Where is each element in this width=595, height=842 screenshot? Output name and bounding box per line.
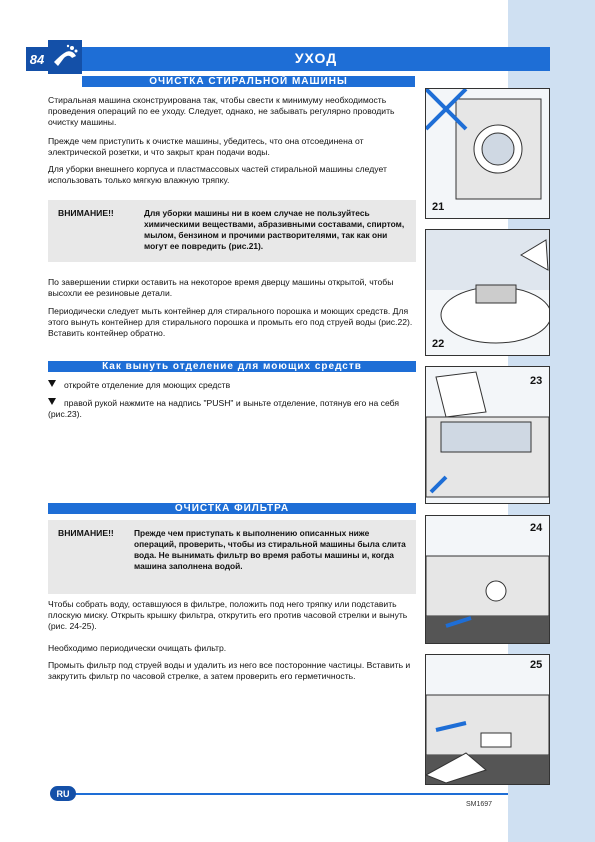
section-title-filter: ОЧИСТКА ФИЛЬТРА: [48, 503, 416, 514]
figure-number: 25: [530, 659, 543, 671]
paragraph: Для уборки внешнего корпуса и пластмассовых частей стиральной машины следует использовать только мягкую влажную тряпку.: [48, 164, 387, 185]
hand-washing-icon: [48, 40, 82, 74]
page-title: УХОД: [294, 50, 338, 66]
bullet-text: откройте отделение для моющих средств: [64, 380, 231, 390]
care-logo: [48, 40, 82, 74]
bullet-triangle-icon: [48, 398, 56, 405]
paragraph: Промыть фильтр под струей воды и удалить из него все посторонние частицы. Вставить и закрутить фильтр по часовой стрелке, а затем проверить его герметичность.: [48, 660, 411, 681]
paragraph: Необходимо периодически очищать фильтр.: [48, 643, 227, 653]
figure-24: [425, 515, 550, 644]
sink-rinsing-illustration: [426, 230, 549, 355]
warning-label: ВНИМАНИЕ!!: [58, 208, 114, 218]
warning-label: ВНИМАНИЕ!!: [58, 528, 114, 538]
warning-text: Для уборки машины ни в коем случае не пользуйтесь химическими веществами, абразивными составами, спиртом, мылом, бензином и прочими растворителями, так как они могут ее повредить (рис.21).: [144, 208, 405, 251]
list-item: [48, 398, 416, 420]
section-title-cleaning: ОЧИСТКА СТИРАЛЬНОЙ МАШИНЫ: [82, 76, 415, 87]
figure-22: [425, 229, 550, 356]
language-badge: RU: [50, 786, 76, 801]
figure-number: 23: [530, 375, 543, 387]
document-code: SM1697: [466, 801, 493, 808]
bullet-text: правой рукой нажмите на надпись "PUSH" и выньте отделение, потянув его на себя (рис.23).: [48, 398, 400, 419]
paragraph: Чтобы собрать воду, оставшуюся в фильтре, положить под него тряпку или подставить плоскую миску. Открыть крышку фильтра, открутить его против часовой стрелки и вынуть (рис. 24-25).: [48, 599, 408, 631]
figure-number: 21: [432, 201, 445, 213]
filter-cover-illustration: [426, 516, 549, 643]
figure-21: [425, 88, 550, 219]
figure-number: 24: [530, 522, 543, 534]
warning-text: Прежде чем приступать к выполнению описанных ниже операций, проверить, чтобы из стиральной машины была слита вода. Не вынимать фильтр во время работы машины и, когда машина заполнена водой.: [134, 528, 406, 571]
header-bar: [82, 47, 550, 71]
paragraph: Стиральная машина сконструирована так, чтобы свести к минимуму необходимость проведения операций по ее уходу. Следует, однако, не забывать регулярно проводить очистку машины.: [48, 95, 395, 127]
figure-number: 22: [432, 338, 445, 350]
paragraph: По завершении стирки оставить на некоторое время дверцу машины открытой, чтобы высохли ее резиновые детали.: [48, 277, 394, 298]
washing-machine-illustration: [426, 89, 549, 218]
paragraph: Периодически следует мыть контейнер для стирального порошка и моющих средств. Для этого вынуть контейнер для стирального порошка и промыть его под струей воды (рис.22). Вставить контейнер обратно.: [48, 306, 413, 338]
section-title-detergent-drawer: Как вынуть отделение для моющих средств: [48, 361, 416, 372]
figure-25: [425, 654, 550, 785]
filter-removal-illustration: [426, 655, 549, 784]
figure-23: [425, 366, 550, 504]
page-number: 84: [26, 47, 48, 71]
warning-box: [48, 520, 416, 594]
warning-box: [48, 200, 416, 262]
footer-divider: [54, 793, 508, 795]
bullet-triangle-icon: [48, 380, 56, 387]
list-item: [48, 380, 416, 391]
drawer-removal-illustration: [426, 367, 549, 503]
paragraph: Прежде чем приступить к очистке машины, убедитесь, что она отсоединена от электрической розетки, и что закрыт кран подачи воды.: [48, 136, 364, 157]
